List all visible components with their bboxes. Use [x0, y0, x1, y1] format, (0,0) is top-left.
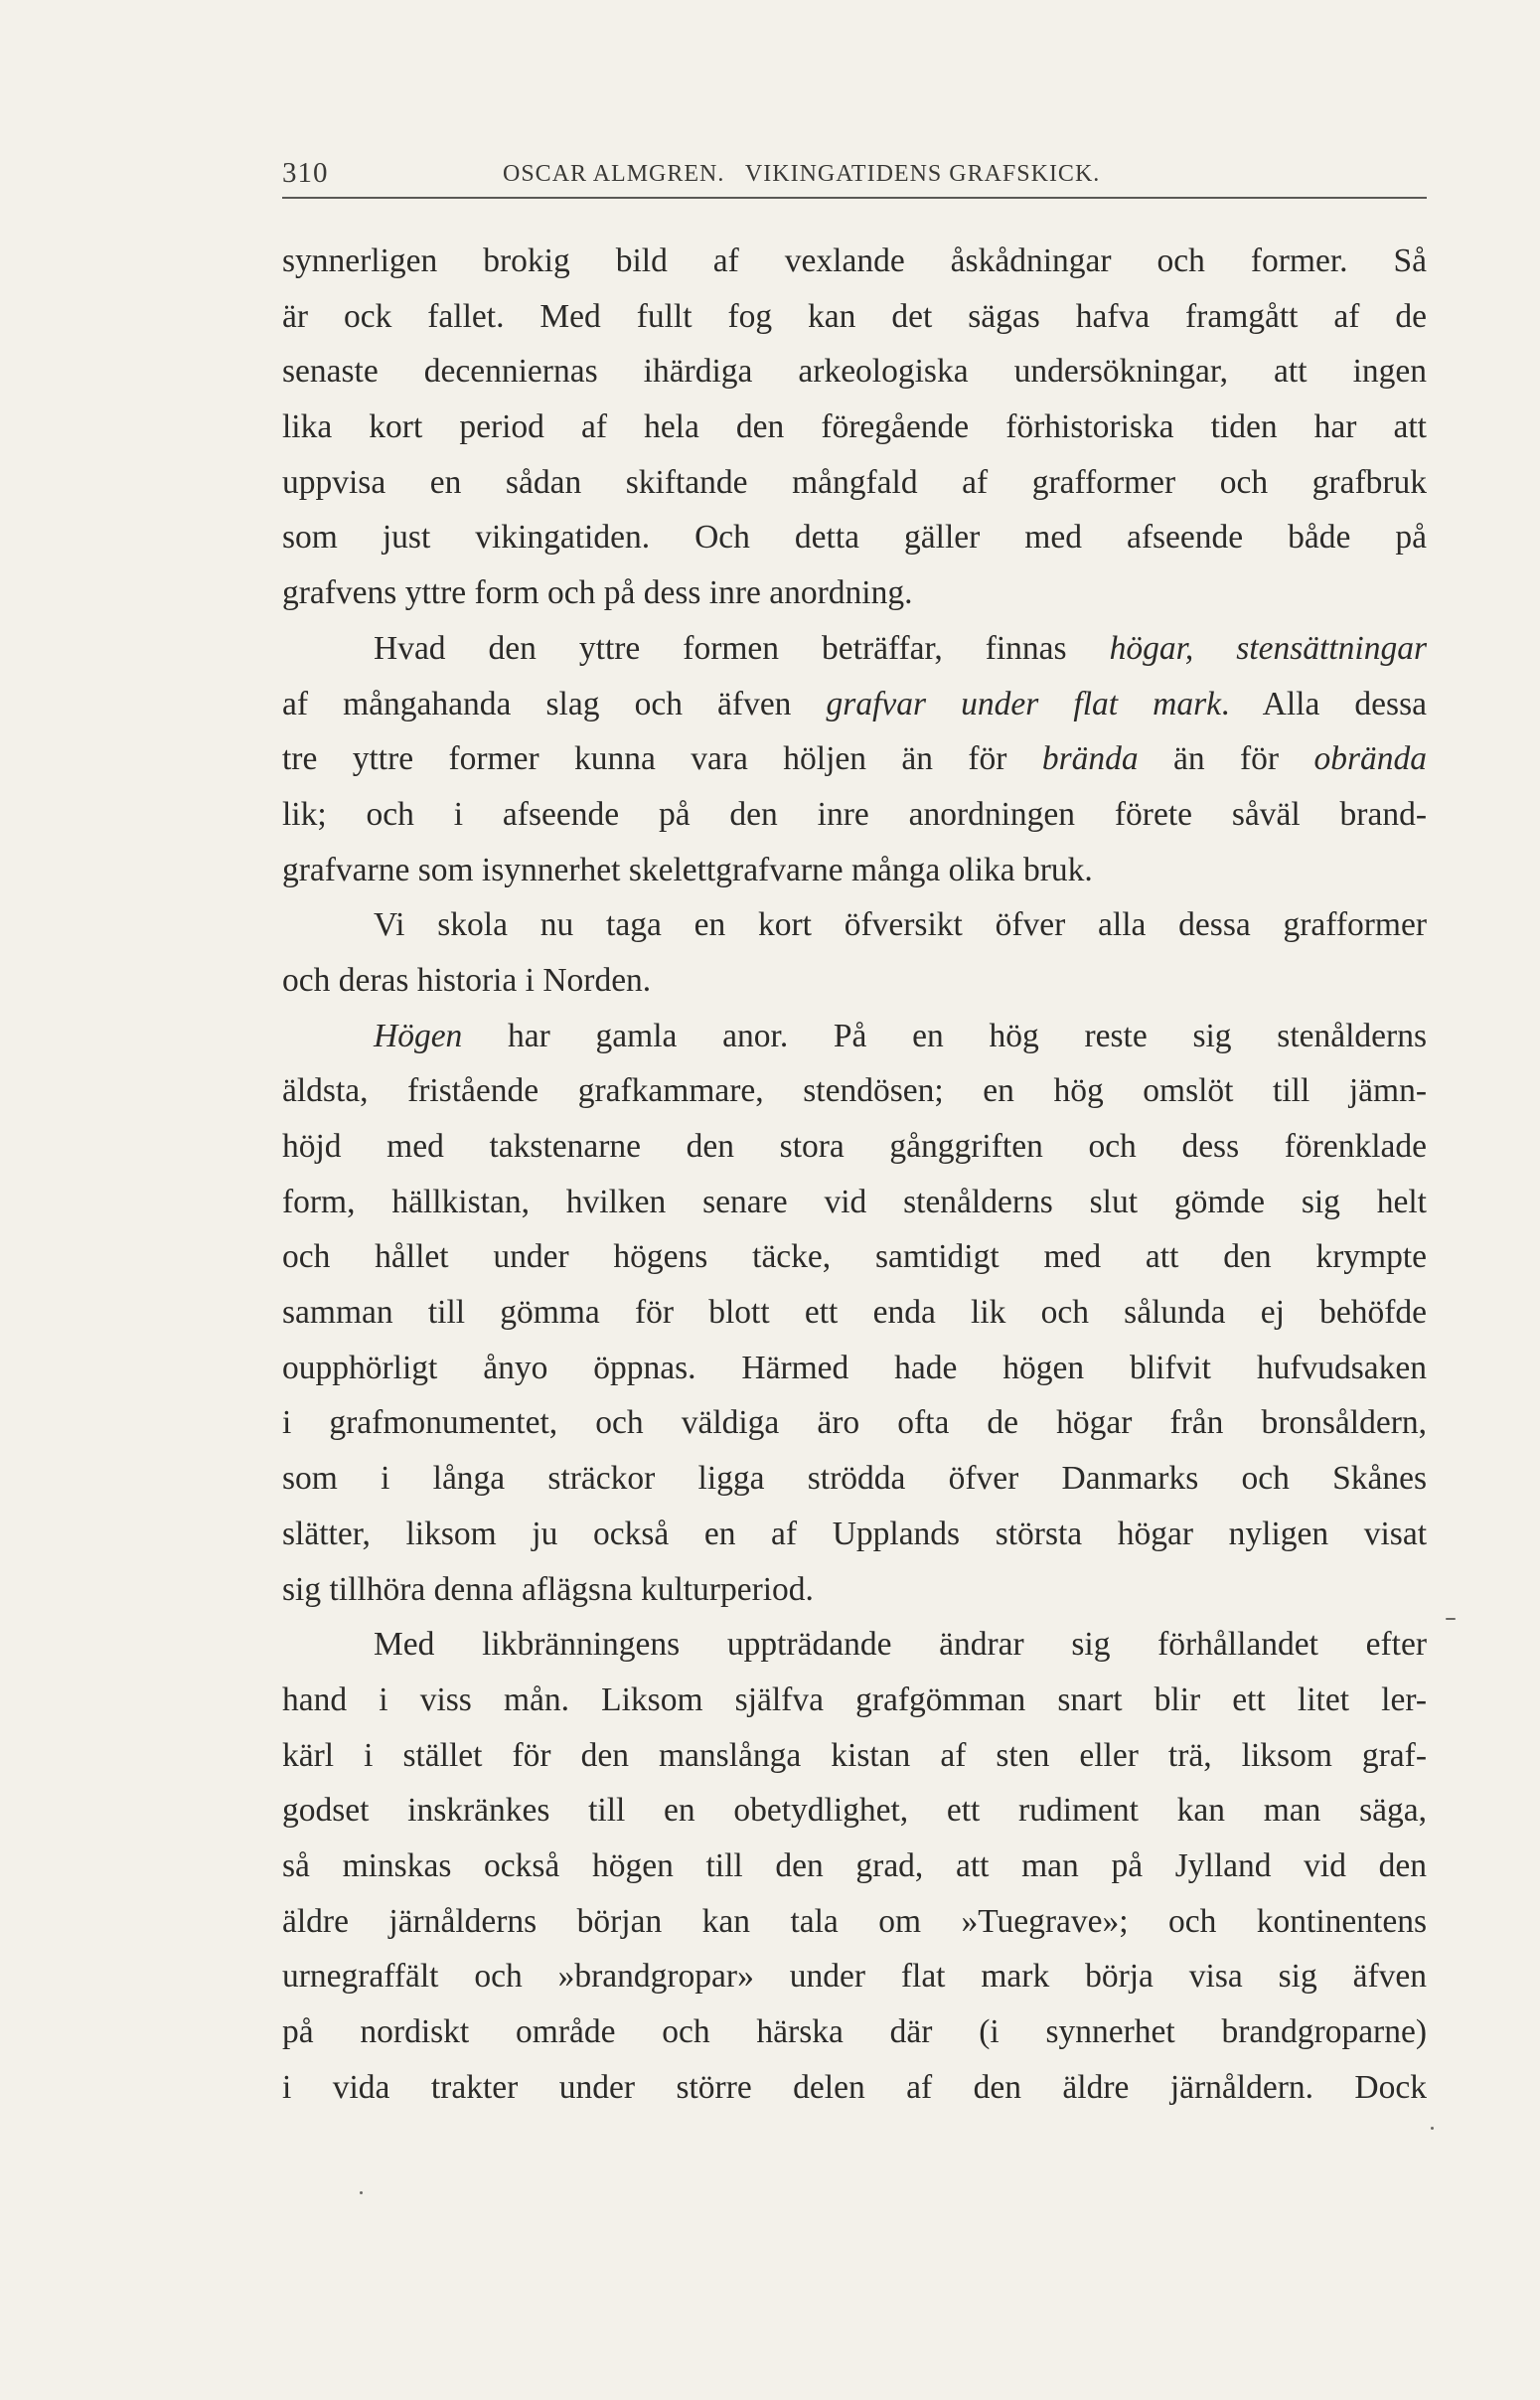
text-run: har gamla anor. På en hög reste sig stenålderns [462, 1017, 1427, 1054]
text-line: samman till gömma för blott ett enda lik och sålunda ej behöfde [282, 1294, 1427, 1332]
paper-speck [1431, 2127, 1434, 2130]
text-line: som just vikingatiden. Och detta gäller med afseende både på [282, 519, 1427, 557]
italic-term: obrända [1313, 740, 1427, 778]
text-line: på nordiskt område och härska där (i synnerhet brandgroparne) [282, 2013, 1427, 2050]
running-header [282, 157, 1427, 197]
text-line: är ock fallet. Med fullt fog kan det sägas hafva framgått af de [282, 297, 1427, 335]
text-line: lik; och i afseende på den inre anordningen förete såväl brand- [282, 795, 1427, 833]
italic-term: brända [1041, 740, 1139, 778]
text-line: sig tillhöra denna aflägsna kulturperiod. [282, 1570, 814, 1608]
text-line: grafvarne som isynnerhet skelettgrafvarne många olika bruk. [282, 851, 1093, 888]
page-number: 310 [282, 157, 329, 189]
text-line: i vida trakter under större delen af den äldre järnåldern. Dock [282, 2068, 1427, 2106]
italic-term: Högen [374, 1017, 463, 1054]
text-line: äldsta, fristående grafkammare, stendösen; en hög omslöt till jämn- [282, 1072, 1427, 1110]
text-run: än för [1138, 740, 1314, 778]
body-text [282, 234, 1427, 2115]
text-line: hand i viss mån. Liksom själfva grafgömman snart blir ett litet ler- [282, 1680, 1427, 1718]
text-line: och hållet under högens täcke, samtidigt med att den krympte [282, 1238, 1427, 1276]
text-line: uppvisa en sådan skiftande mångfald af grafformer och grafbruk [282, 463, 1427, 501]
text-line: Med likbränningens uppträdande ändrar sig förhållandet efter [374, 1626, 1427, 1664]
text-line: oupphörligt ånyo öppnas. Härmed hade högen blifvit hufvudsaken [282, 1349, 1427, 1386]
text-line: Vi skola nu taga en kort öfversikt öfver alla dessa grafformer [374, 906, 1427, 944]
text-line: lika kort period af hela den föregående förhistoriska tiden har att [282, 408, 1427, 446]
paper-speck [360, 2191, 363, 2194]
text-line: godset inskränkes till en obetydlighet, ett rudiment kan man säga, [282, 1792, 1427, 1830]
paper-speck [1446, 1618, 1456, 1620]
running-title: OSCAR ALMGREN. VIKINGATIDENS GRAFSKICK. [503, 161, 1101, 187]
text-line: som i långa sträckor ligga strödda öfver Danmarks och Skånes [282, 1460, 1427, 1498]
text-line: i grafmonumentet, och väldiga äro ofta de högar från bronsåldern, [282, 1404, 1427, 1442]
text-run: . Alla dessa [1221, 685, 1427, 722]
italic-term: grafvar under flat mark [826, 685, 1222, 722]
text-run: af mångahanda slag och äfven [282, 685, 827, 722]
text-line: så minskas också högen till den grad, att man på Jylland vid den [282, 1846, 1427, 1884]
text-line [282, 621, 1427, 677]
text-line [282, 677, 1427, 732]
text-line: urnegraffält och »brandgropar» under flat mark börja visa sig äfven [282, 1958, 1427, 1996]
text-line: senaste decenniernas ihärdiga arkeologiska undersökningar, att ingen [282, 353, 1427, 391]
text-run: tre yttre former kunna vara höljen än för [282, 740, 1042, 778]
text-line: slätter, liksom ju också en af Upplands största högar nyligen visat [282, 1515, 1427, 1552]
text-line [282, 1009, 1427, 1064]
text-line: och deras historia i Norden. [282, 961, 652, 999]
text-line: äldre järnålderns början kan tala om »Tuegrave»; och kontinentens [282, 1902, 1427, 1940]
text-line: grafvens yttre form och på dess inre anordning. [282, 574, 913, 612]
text-line: synnerligen brokig bild af vexlande åskådningar och former. Så [282, 242, 1427, 279]
header-rule [282, 197, 1427, 199]
text-line: kärl i stället för den manslånga kistan af sten eller trä, liksom graf- [282, 1736, 1427, 1774]
text-line [282, 731, 1427, 787]
italic-term: högar, stensättningar [1109, 629, 1427, 667]
text-line: höjd med takstenarne den stora gånggriften och dess förenklade [282, 1128, 1427, 1165]
text-line: form, hällkistan, hvilken senare vid stenålderns slut gömde sig helt [282, 1183, 1427, 1220]
text-run: Hvad den yttre formen beträffar, finnas [374, 629, 1110, 667]
